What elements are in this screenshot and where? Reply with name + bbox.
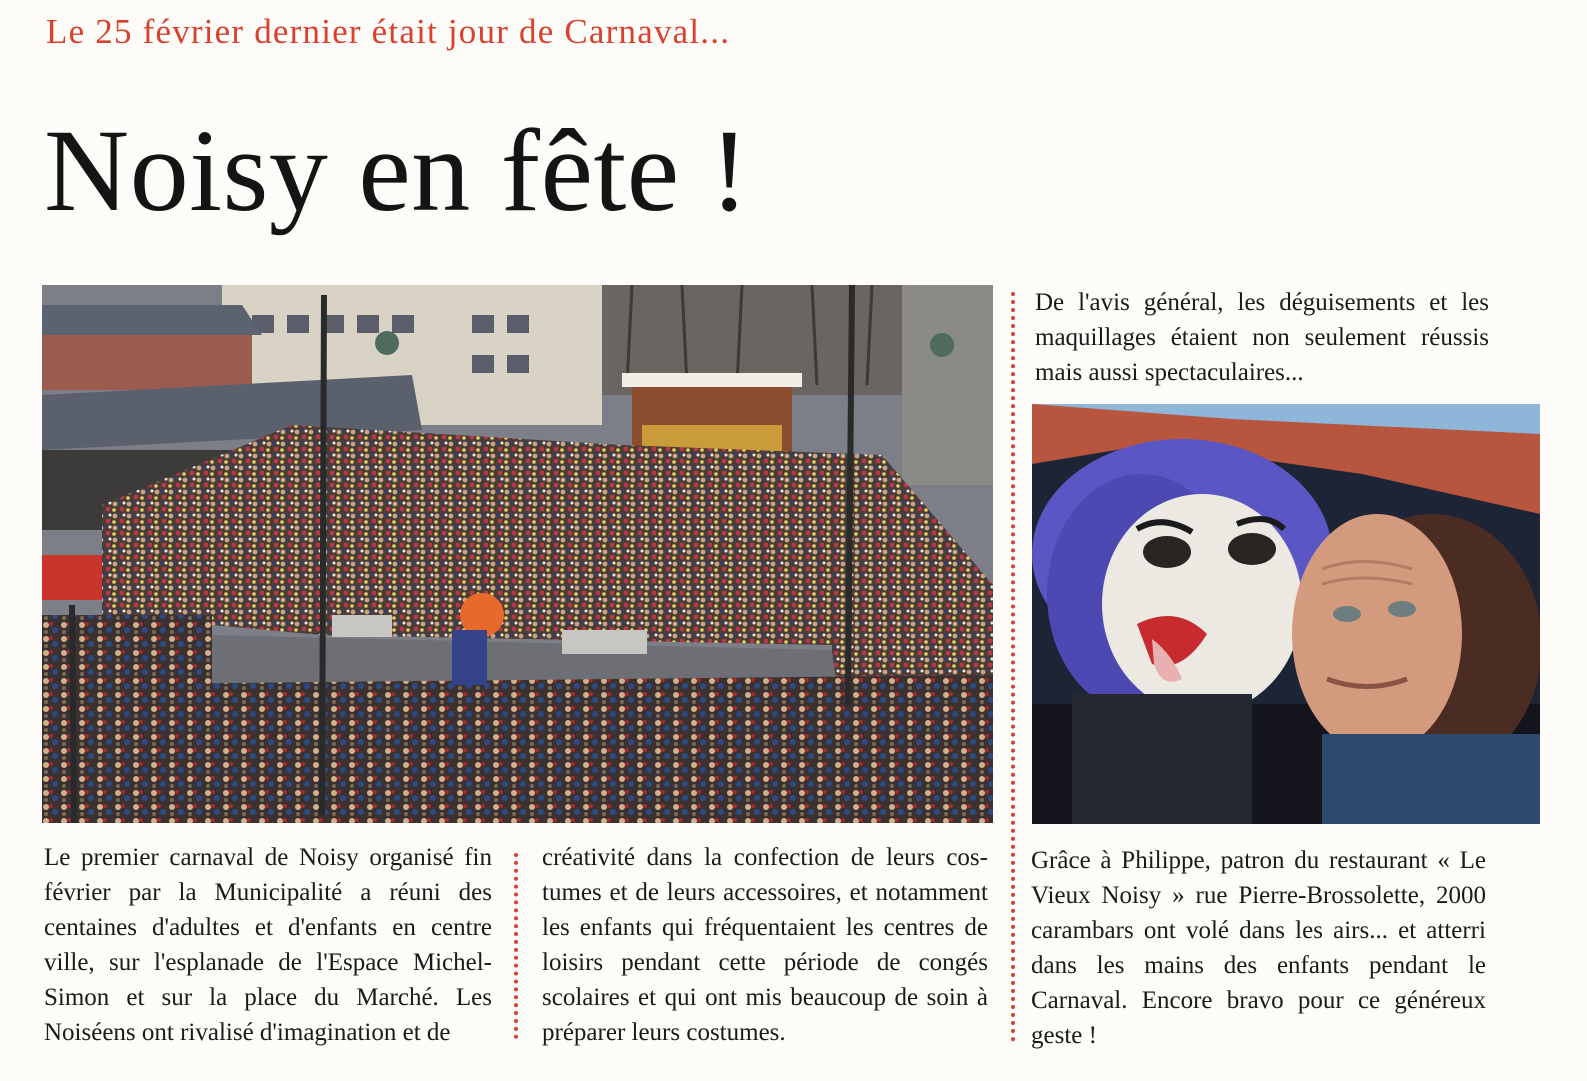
carnival-crowd-photo [42, 285, 993, 823]
carnival-masks-photo [1032, 404, 1540, 824]
column-divider [514, 853, 518, 1039]
headline: Noisy en fête ! [44, 105, 750, 236]
column-divider [1011, 292, 1015, 1042]
kicker: Le 25 février dernier était jour de Carnaval... [46, 12, 731, 51]
body-column-1: Le premier carnaval de Noisy organisé fin février par la Municipalité a réuni des centaines d'adultes et d'enfants en centre ville, sur l'esplanade de l'Espace Michel-Simon et sur la place du Marché. Les Noiséens ont rivalisé d'imagination et de [44, 844, 492, 1046]
photo-intro-text: De l'avis général, les déguisements et les maquillages étaient non seulement réussis mais aussi spectaculaires... [1035, 289, 1489, 386]
body-column-2: créativité dans la confection de leurs costumes et de leurs accessoires, et notamment les enfants qui fréquentaient les centres de loisirs pendant cette période de congés scolaires et qui ont mis beaucoup de soin à préparer leurs costumes. [542, 844, 988, 1046]
body-column-3: Grâce à Philippe, patron du restaurant « Le Vieux Noisy » rue Pierre-Brossolette, 2000 carambars ont volé dans les airs... et atterri dans les mains des enfants pendant le Carnaval. Encore bravo pour ce généreux geste ! [1031, 847, 1486, 1049]
